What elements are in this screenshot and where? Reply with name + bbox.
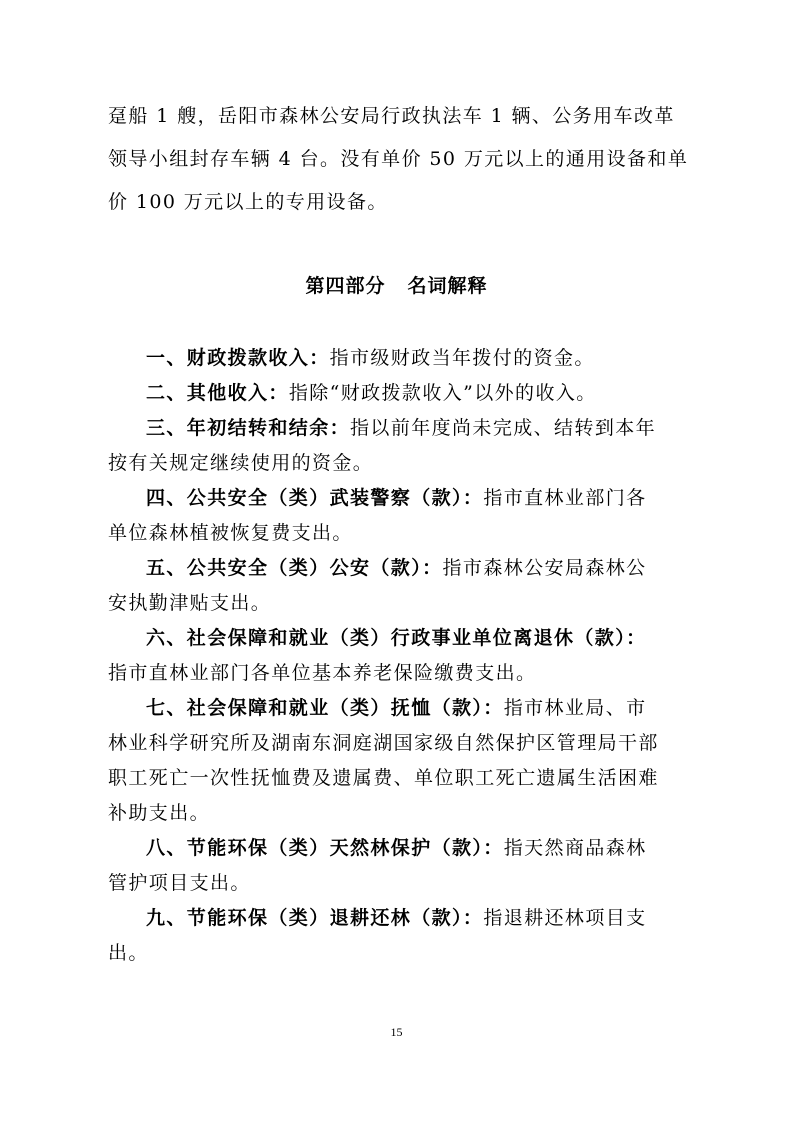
term-9-label: 九、节能环保（类）退耕还林（款）： [146, 907, 484, 929]
term-8-continuation: 管护项目支出。 [108, 872, 251, 894]
term-7-continuation-2: 职工死亡一次性抚恤费及遗属费、单位职工死亡遗属生活困难 [108, 767, 659, 789]
term-4-continuation: 单位森林植被恢复费支出。 [108, 522, 353, 544]
term-3-continuation: 按有关规定继续使用的资金。 [108, 452, 374, 474]
term-9-continuation: 出。 [108, 942, 149, 964]
term-1 [146, 339, 688, 377]
term-6-label: 六、社会保障和就业（类）行政事业单位离退休（款）： [146, 627, 647, 649]
term-8-definition: 指天然商品森林 [503, 837, 647, 859]
term-4-label: 四、公共安全（类）武装警察（款）： [146, 487, 484, 509]
term-9 [146, 899, 688, 937]
term-1-label: 一、财政拨款收入： [146, 347, 330, 369]
term-7-continuation-3: 补助支出。 [108, 802, 211, 824]
term-4-definition: 指市直林业部门各 [483, 487, 647, 509]
term-6 [146, 619, 688, 657]
term-5-label: 五、公共安全（类）公安（款）： [146, 557, 443, 579]
section-title: 名词解释 [407, 275, 488, 297]
term-2 [146, 374, 688, 412]
term-6-continuation: 指市直林业部门各单位基本养老保险缴费支出。 [108, 662, 537, 684]
term-3 [146, 409, 688, 447]
term-3-definition: 指以前年度尚未完成、结转到本年 [350, 417, 657, 439]
term-7-continuation-1: 林业科学研究所及湖南东洞庭湖国家级自然保护区管理局干部 [108, 732, 659, 754]
page-number: 15 [390, 1025, 403, 1039]
term-1-definition: 指市级财政当年拨付的资金。 [329, 347, 595, 369]
term-7 [146, 689, 688, 727]
section-heading [0, 267, 793, 305]
term-2-definition: 指除“财政拨款收入”以外的收入。 [288, 382, 597, 404]
section-part-label: 第四部分 [305, 275, 386, 297]
term-2-label: 二、其他收入： [146, 382, 289, 404]
term-8 [146, 829, 688, 867]
term-3-label: 三、年初结转和结余： [146, 417, 351, 439]
term-5 [146, 549, 688, 587]
intro-line-2: 领导小组封存车辆 4 台。没有单价 50 万元以上的通用设备和单 [108, 148, 689, 170]
term-7-label: 七、社会保障和就业（类）抚恤（款）： [146, 697, 504, 719]
term-4 [146, 479, 688, 517]
term-8-label: 八、节能环保（类）天然林保护（款）： [146, 837, 504, 859]
intro-line-1: 趸船 1 艘，岳阳市森林公安局行政执法车 1 辆、公务用车改革 [108, 105, 675, 127]
term-5-definition: 指市森林公安局森林公 [442, 557, 647, 579]
term-9-definition: 指退耕还林项目支 [483, 907, 647, 929]
term-7-definition: 指市林业局、市 [503, 697, 647, 719]
intro-line-3: 价 100 万元以上的专用设备。 [108, 191, 388, 213]
term-5-continuation: 安执勤津贴支出。 [108, 592, 272, 614]
